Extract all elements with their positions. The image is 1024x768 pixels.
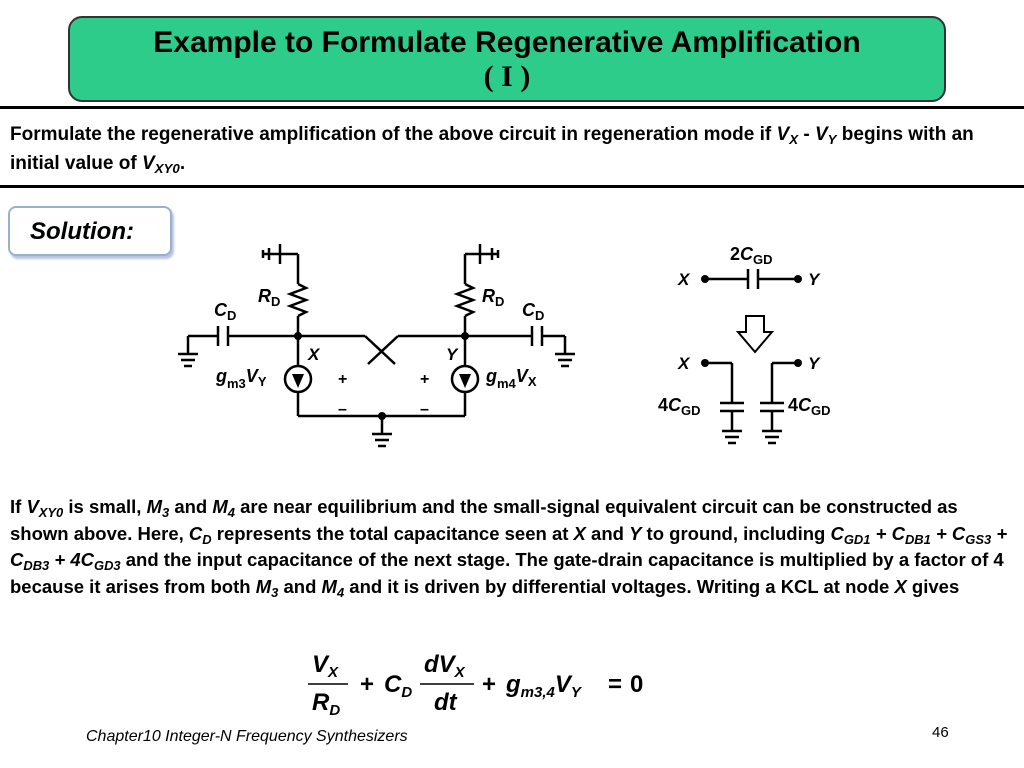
- svg-text:–: –: [420, 401, 429, 418]
- top-rule: [0, 106, 1024, 109]
- problem-statement: Formulate the regenerative amplification of the above circuit in regeneration mode if $V_X - V_Y$ begins with an initial value of $V_{XY0}$.: [10, 124, 974, 176]
- svg-text:VX: $V_X$: [312, 651, 339, 681]
- svg-text:Y: Y: [808, 270, 820, 289]
- problem-rule: [0, 185, 1024, 188]
- svg-text:RD: $R_D$: [312, 689, 341, 718]
- svg-text:–: –: [338, 401, 347, 418]
- svg-text:dt: dt: [434, 689, 457, 716]
- footer-chapter: Chapter10 Integer-N Frequency Synthesizers: [86, 728, 408, 745]
- svg-text:CD: $C_D$: [384, 671, 413, 701]
- cross-coupled-circuit-diagram: [170, 236, 590, 458]
- svg-text:CD: $C_D$: [214, 300, 237, 323]
- solution-label-box: [8, 206, 172, 256]
- svg-text:+: +: [360, 671, 375, 698]
- svg-text:Y: Y: [808, 354, 820, 373]
- svg-text:+: +: [420, 371, 430, 388]
- svg-text:gm3VY: $g_{m3}V_Y$: [216, 366, 267, 391]
- solution-label: Solution:: [30, 218, 134, 245]
- svg-text:4CGD: $4C_{GD}$: [788, 395, 831, 418]
- svg-text:+: +: [338, 371, 348, 388]
- page-number: 46: [932, 724, 949, 741]
- svg-text:=: =: [608, 671, 623, 698]
- slide-title: Example to Formulate Regenerative Amplification: [153, 26, 861, 59]
- svg-text:X: X: [678, 270, 690, 289]
- svg-text:Y: Y: [446, 345, 458, 364]
- equivalent-capacitance-diagram: [650, 236, 870, 458]
- svg-text:X: X: [308, 345, 320, 364]
- svg-text:RD: $R_D$: [482, 286, 505, 309]
- svg-text:CD: $C_D$: [522, 300, 545, 323]
- explanation-paragraph: If $V_{XY0}$ is small, $M_3$ and $M_4$ are near equilibrium and the small-signal equivalent circuit can be constructed as shown above. Here, $C_D$ represents the total capacitance seen at X and Y to ground, including $C_{GD1} + C_{DB1} + C_{GS3} + C_{DB3} + 4C_{GD3}$ and the input capacitance of the next stage. The gate-drain capacitance is multiplied by a factor of 4 because it arises from both $M_3$ and $M_4$ and it is driven by differential voltages. Writing a KCL at node X gives: [10, 496, 1008, 600]
- svg-text:dVX: $dV_X$: [424, 651, 465, 681]
- kcl-equation: [300, 648, 670, 718]
- svg-text:2CGD: $2C_{GD}$: [730, 244, 773, 267]
- svg-text:gm4VX: $g_{m4}V_X$: [486, 366, 537, 391]
- slide-title-box: [68, 16, 946, 102]
- svg-text:+: +: [482, 671, 497, 698]
- svg-text:4CGD: $4C_{GD}$: [658, 395, 701, 418]
- svg-text:0: 0: [630, 671, 644, 698]
- svg-text:RD: $R_D$: [258, 286, 281, 309]
- svg-text:X: X: [678, 354, 690, 373]
- slide-title-part: ( I ): [483, 60, 531, 93]
- svg-text:gm3,4VY: $g_{m3,4}V_Y$: [506, 671, 581, 701]
